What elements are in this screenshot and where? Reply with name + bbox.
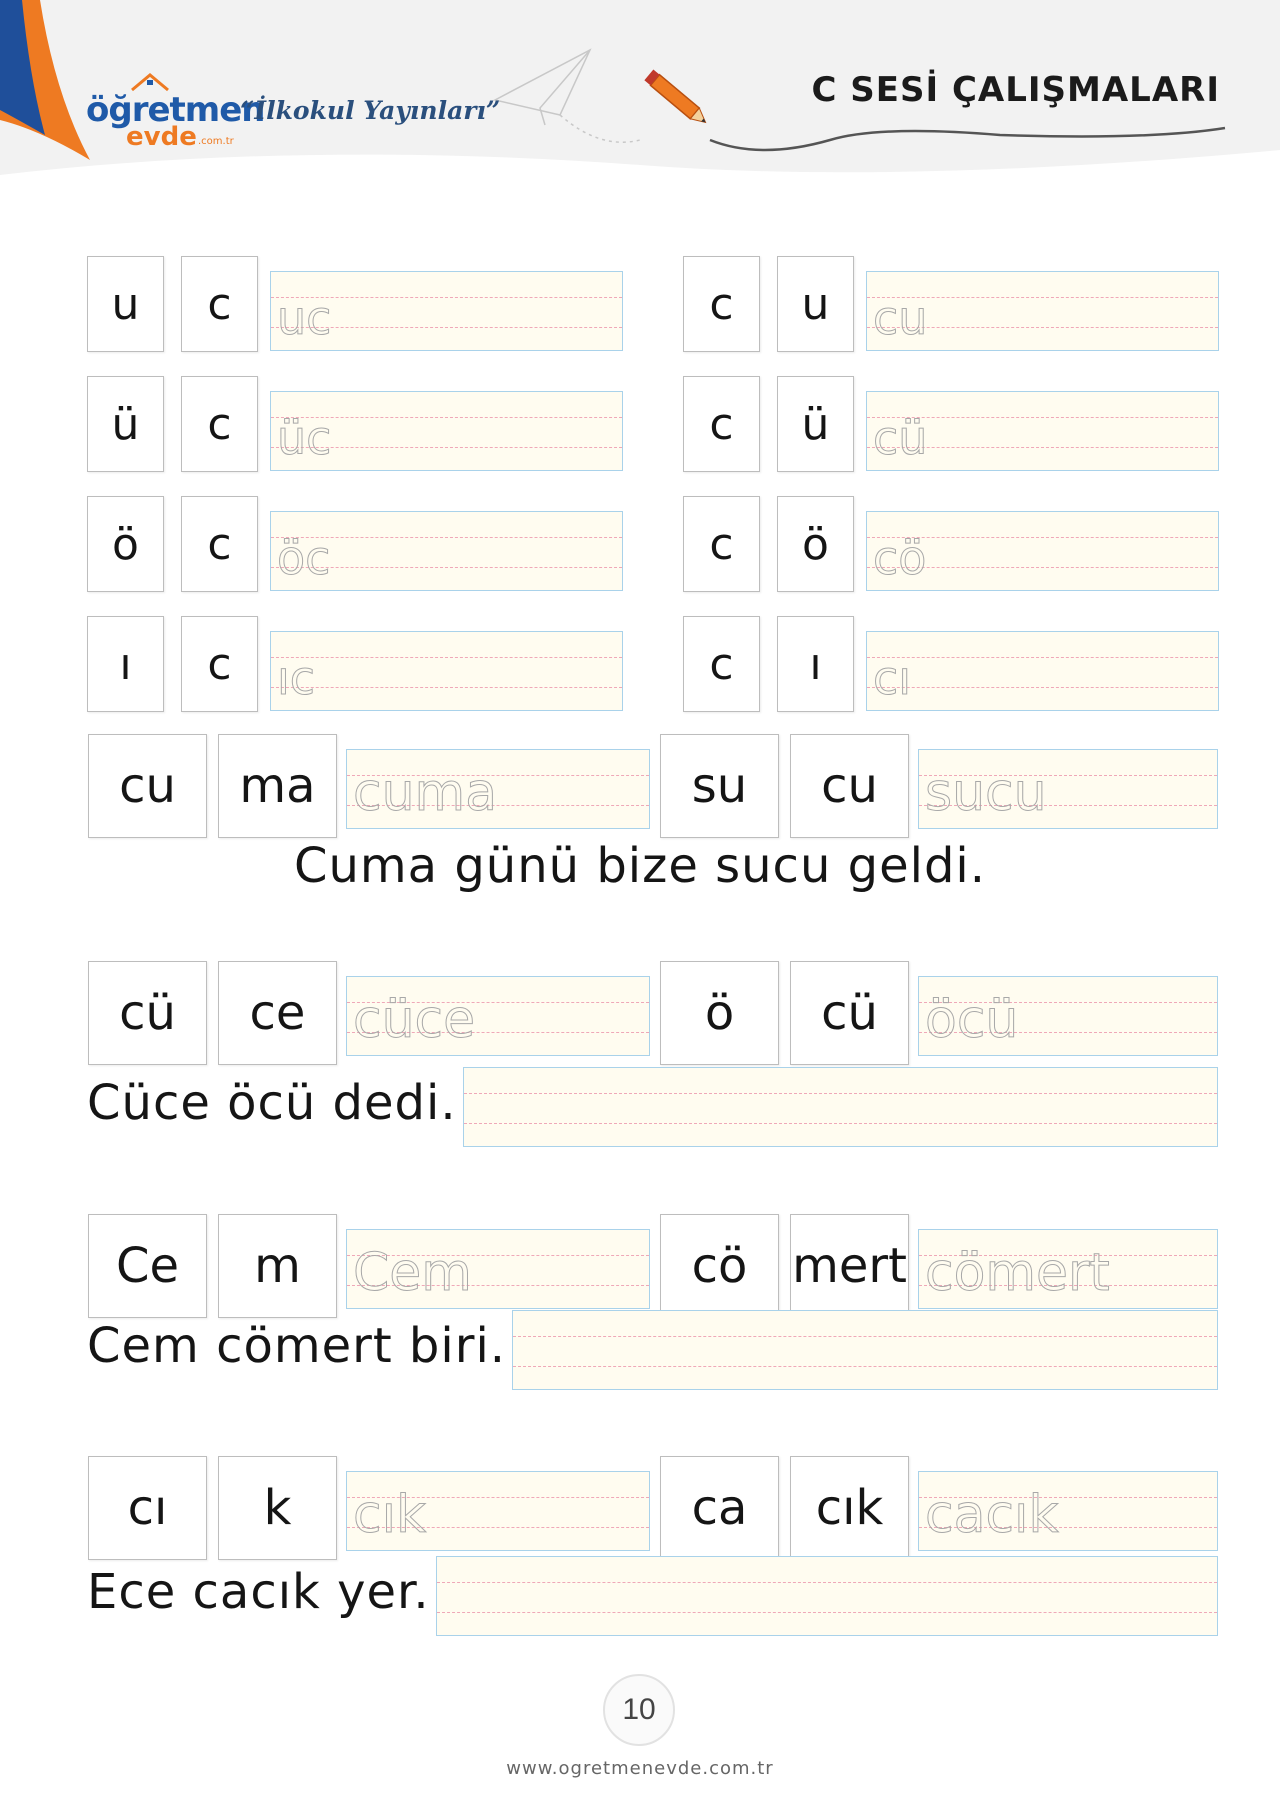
letter-tile: ı: [87, 616, 164, 712]
writing-line[interactable]: [346, 1229, 650, 1309]
guide-dash: [464, 1123, 1217, 1124]
letter-tile: ca: [660, 1456, 779, 1560]
letter-tile: ma: [218, 734, 337, 838]
trace-word: cık: [353, 1484, 427, 1545]
letter-tile: u: [87, 256, 164, 352]
footer-url: www.ogretmenevde.com.tr: [506, 1758, 774, 1779]
trace-word: öc: [277, 530, 331, 585]
writing-line[interactable]: [346, 976, 650, 1056]
letter-tile: mert: [790, 1214, 909, 1318]
letter-tile: su: [660, 734, 779, 838]
letter-tile: ce: [218, 961, 337, 1065]
page-title: C SESİ ÇALIŞMALARI: [811, 70, 1220, 110]
guide-dash: [867, 657, 1218, 658]
writing-line[interactable]: [346, 749, 650, 829]
trace-word: cacık: [925, 1484, 1059, 1545]
letter-tile: cü: [790, 961, 909, 1065]
trace-word: cuma: [353, 762, 498, 823]
letter-tile: cık: [790, 1456, 909, 1560]
trace-word: cı: [873, 650, 912, 705]
letter-tile: k: [218, 1456, 337, 1560]
letter-tile: ü: [87, 376, 164, 472]
letter-tile: c: [181, 256, 258, 352]
trace-word: uc: [277, 290, 332, 345]
letter-tile: c: [683, 496, 760, 592]
letter-tile: c: [181, 496, 258, 592]
trace-word: öcü: [925, 989, 1019, 1050]
brand-name-bottom: evde: [126, 122, 197, 152]
letter-tile: c: [683, 376, 760, 472]
letter-tile: c: [683, 256, 760, 352]
guide-dash: [464, 1093, 1217, 1094]
letter-tile: Ce: [88, 1214, 207, 1318]
guide-dash: [513, 1336, 1217, 1337]
letter-tile: m: [218, 1214, 337, 1318]
writing-line[interactable]: [866, 631, 1219, 711]
letter-tile: ö: [777, 496, 854, 592]
trace-word: ıc: [277, 650, 316, 705]
writing-line[interactable]: [918, 1229, 1218, 1309]
sentence-text: Cem cömert biri.: [87, 1318, 507, 1374]
guide-dash: [271, 657, 622, 658]
letter-tile: c: [683, 616, 760, 712]
writing-line[interactable]: [918, 749, 1218, 829]
brand-logo: [86, 78, 265, 156]
brand-tagline: “İlkokul Yayınları”: [240, 96, 501, 125]
trace-word: cüce: [353, 989, 476, 1050]
guide-dash: [867, 687, 1218, 688]
writing-line[interactable]: [866, 511, 1219, 591]
writing-line[interactable]: [346, 1471, 650, 1551]
writing-line[interactable]: [918, 976, 1218, 1056]
brand-domain: .com.tr: [198, 136, 234, 147]
trace-word: cu: [873, 290, 928, 345]
letter-tile: ı: [777, 616, 854, 712]
letter-tile: cı: [88, 1456, 207, 1560]
writing-line[interactable]: [270, 511, 623, 591]
writing-line[interactable]: [270, 391, 623, 471]
brand-name-top: öğretmen: [86, 90, 265, 130]
writing-line[interactable]: [866, 391, 1219, 471]
page-number: 10: [603, 1674, 675, 1746]
letter-tile: cö: [660, 1214, 779, 1318]
writing-line[interactable]: [436, 1556, 1218, 1636]
letter-tile: cu: [790, 734, 909, 838]
trace-word: cömert: [925, 1242, 1110, 1303]
guide-dash: [513, 1366, 1217, 1367]
letter-tile: cu: [88, 734, 207, 838]
writing-line[interactable]: [918, 1471, 1218, 1551]
writing-line[interactable]: [270, 631, 623, 711]
writing-line[interactable]: [512, 1310, 1218, 1390]
house-roof-icon: [130, 72, 170, 92]
trace-word: cü: [873, 410, 928, 465]
trace-word: Cem: [353, 1242, 472, 1303]
trace-word: sucu: [925, 762, 1047, 823]
letter-tile: ü: [777, 376, 854, 472]
guide-dash: [437, 1582, 1217, 1583]
letter-tile: ö: [87, 496, 164, 592]
letter-tile: cü: [88, 961, 207, 1065]
writing-line[interactable]: [270, 271, 623, 351]
sentence-text: Cüce öcü dedi.: [87, 1075, 457, 1131]
trace-word: üc: [277, 410, 332, 465]
sentence-text: Cuma günü bize sucu geldi.: [293, 838, 987, 894]
guide-dash: [437, 1612, 1217, 1613]
letter-tile: ö: [660, 961, 779, 1065]
guide-dash: [271, 687, 622, 688]
trace-word: cö: [873, 530, 927, 585]
letter-tile: u: [777, 256, 854, 352]
letter-tile: c: [181, 616, 258, 712]
writing-line[interactable]: [866, 271, 1219, 351]
letter-tile: c: [181, 376, 258, 472]
sentence-text: Ece cacık yer.: [87, 1564, 430, 1620]
writing-line[interactable]: [463, 1067, 1218, 1147]
